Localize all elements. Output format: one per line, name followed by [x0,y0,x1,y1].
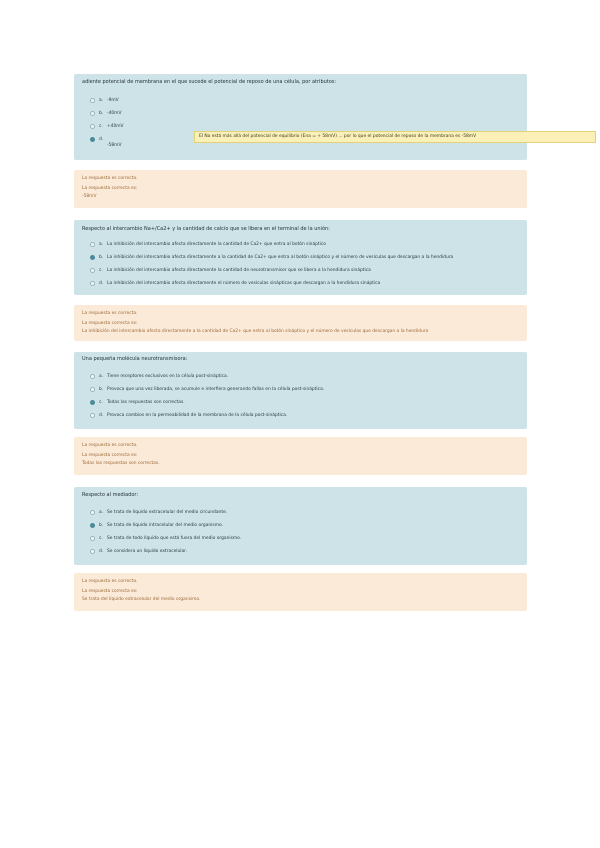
question-text: Respecto al mediador: [82,492,139,498]
feedback-correct-label: La respuesta correcta es: [82,186,138,191]
radio-button[interactable] [90,255,95,260]
option-letter: b. [99,387,104,392]
radio-button[interactable] [90,124,95,129]
feedback-correct-answer: La inhibición del intercambio afecta directamente a la cantidad de Ca2+ que entra al botón sináptico y el número de vesículas que descargan a la hendidura [82,329,429,334]
feedback-block-2 [74,305,527,341]
radio-button[interactable] [90,536,95,541]
option-letter: a. [99,510,104,515]
option-letter: a. [99,242,104,247]
radio-button[interactable] [90,98,95,103]
answer-option[interactable] [90,549,187,554]
feedback-status: La respuesta es correcta. [82,443,138,448]
option-letter: d. [99,137,104,142]
option-text: -9mV [107,98,119,103]
answer-option[interactable] [90,387,324,392]
feedback-status: La respuesta es correcta. [82,176,138,181]
question-block-3 [74,352,527,429]
option-text: -40mV [107,111,122,116]
option-text: La inhibición del intercambio afecta directamente la cantidad de Ca2+ que entra al botón sináptico [107,242,326,247]
option-letter: b. [99,523,104,528]
radio-button[interactable] [90,549,95,554]
option-text: La inhibición del intercambio afecta directamente la cantidad de neurotransmisor que se libera a la hendidura sináptica [107,268,371,273]
radio-button[interactable] [90,374,95,379]
answer-option[interactable] [90,268,371,273]
radio-button[interactable] [90,281,95,286]
feedback-correct-answer: Se trata del líquido extracelular del medio organismo. [82,597,201,602]
answer-option[interactable] [90,124,124,129]
feedback-block-1 [74,170,527,208]
answer-option[interactable] [90,536,241,541]
radio-button[interactable] [90,242,95,247]
option-letter: c. [99,400,103,405]
option-letter: d. [99,413,104,418]
radio-button[interactable] [90,387,95,392]
answer-option[interactable] [90,98,119,103]
option-text: Se trata de todo líquido que está fuera del medio organismo. [107,536,242,541]
feedback-block-3 [74,437,527,475]
radio-button[interactable] [90,268,95,273]
feedback-correct-answer: -58mV [82,194,97,199]
option-text: La inhibición del intercambio afecta directamente a la cantidad de Ca2+ que entra al botón sináptico y el número de vesículas que descargan a la hendidura [107,255,454,260]
option-text: Provoca cambios en la permeabilidad de la membrana de la célula post-sináptica. [107,413,288,418]
radio-button[interactable] [90,510,95,515]
option-letter: b. [99,255,104,260]
option-text: Se trata de líquido extracelular del medio circundante. [107,510,228,515]
answer-option-selected[interactable] [90,400,185,405]
feedback-status: La respuesta es correcta. [82,311,138,316]
feedback-correct-label: La respuesta correcta es: [82,453,138,458]
option-text: Tiene receptores exclusivos en la célula post-sináptica. [107,374,229,379]
radio-button[interactable] [90,137,95,142]
option-text: Provoca que una vez liberada, se acumule e interfiera generando fallas en la célula post-sináptica. [107,387,325,392]
feedback-status: La respuesta es correcta. [82,579,138,584]
radio-button[interactable] [90,523,95,528]
option-letter: b. [99,111,104,116]
question-text: Una pequeña molécula neurotransmisora: [82,356,188,362]
question-block-2 [74,220,527,295]
answer-option[interactable] [90,510,227,515]
answer-option[interactable] [90,111,121,116]
option-letter: c. [99,536,103,541]
feedback-correct-label: La respuesta correcta es: [82,321,138,326]
option-letter: a. [99,98,104,103]
option-letter: d. [99,281,104,286]
option-text: La inhibición del intercambio afecta directamente el número de vesículas sinápticas que descargan a la hendidura sináptica [107,281,381,286]
option-text: -58mV [107,143,122,148]
option-letter: d. [99,549,104,554]
option-text: Todas las respuestas son correctas. [107,400,185,405]
answer-option[interactable] [90,374,228,379]
selected-answer-note: El Na está más allá del potencial de equilibrio (Ena = + 58mV) ... por lo que el potencial de reposo de la membrana es -58mV [194,131,596,143]
option-letter: c. [99,124,103,129]
question-text: Respecto al intercambio Na+/Ca2+ y la cantidad de calcio que se libera en el terminal de la unión: [82,226,330,232]
feedback-block-4 [74,573,527,611]
feedback-correct-answer: Todas las respuestas son correctas. [82,461,160,466]
option-text: Se considera un líquido extracelular. [107,549,187,554]
question-block-4 [74,487,527,565]
radio-button[interactable] [90,400,95,405]
radio-button[interactable] [90,111,95,116]
option-text: +40mV [107,124,124,129]
answer-option-selected[interactable] [90,255,453,260]
option-letter: a. [99,374,104,379]
answer-option[interactable] [90,281,380,286]
radio-button[interactable] [90,413,95,418]
answer-option[interactable] [90,242,326,247]
answer-option-selected[interactable] [90,523,223,528]
question-text: adiente potencial de membrana en el que sucede el potencial de reposo de una célula, por atributos: [82,79,337,85]
answer-option[interactable] [90,413,287,418]
feedback-correct-label: La respuesta correcta es: [82,589,138,594]
question-block-1 [74,74,527,160]
option-letter: c. [99,268,103,273]
option-text: Se trata de líquido intracelular del medio organismo. [107,523,223,528]
answer-option-selected[interactable] [90,137,122,148]
